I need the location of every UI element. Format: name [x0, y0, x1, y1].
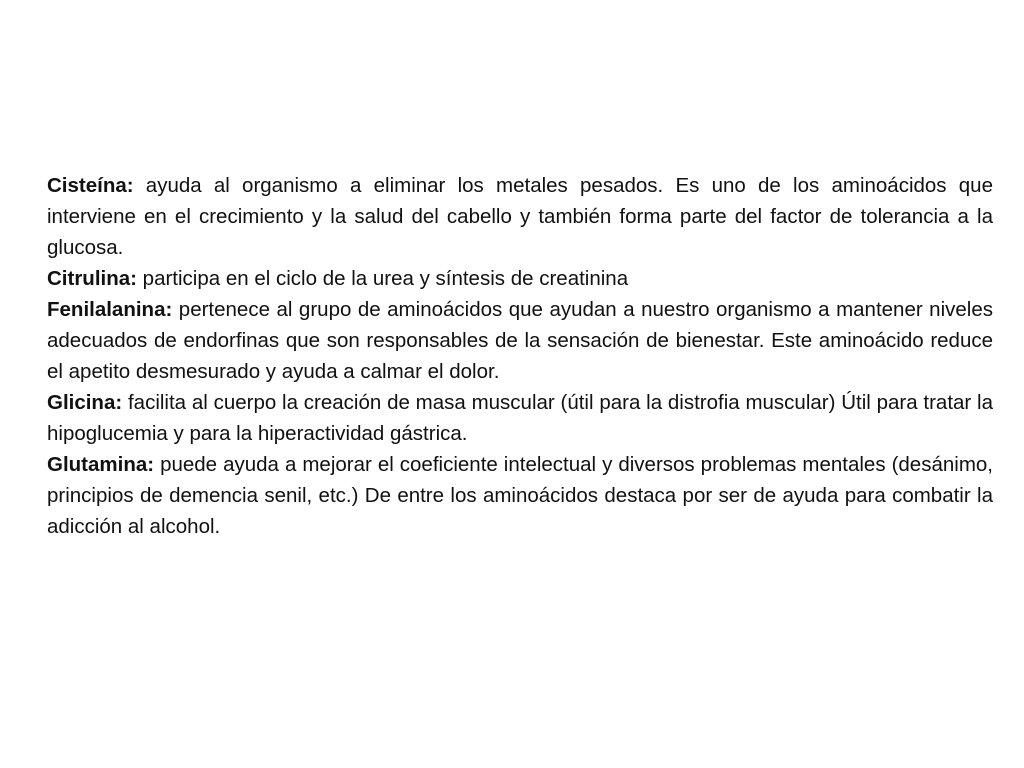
description-glicina: facilita al cuerpo la creación de masa muscular (útil para la distrofia muscular) Útil para tratar la hipoglucemia y para la hiperactividad gástrica. [47, 391, 993, 445]
term-glutamina: Glutamina: [47, 453, 155, 476]
text-body [47, 170, 993, 542]
description-cisteina: ayuda al organismo a eliminar los metales pesados. Es uno de los aminoácidos que interviene en el crecimiento y la salud del cabello y también forma parte del factor de tolerancia a la glucosa. [47, 174, 993, 259]
paragraph-glutamina [47, 449, 993, 542]
description-fenilalanina: pertenece al grupo de aminoácidos que ayudan a nuestro organismo a mantener niveles adecuados de endorfinas que son responsables de la sensación de bienestar. Este aminoácido reduce el apetito desmesurado y ayuda a calmar el dolor. [47, 298, 993, 383]
description-citrulina: participa en el ciclo de la urea y síntesis de creatinina [136, 267, 629, 290]
term-citrulina: Citrulina: [47, 267, 137, 290]
paragraph-fenilalanina [47, 294, 993, 387]
paragraph-glicina [47, 387, 993, 449]
term-glicina: Glicina: [47, 391, 123, 414]
description-glutamina: puede ayuda a mejorar el coeficiente intelectual y diversos problemas mentales (desánimo, principios de demencia senil, etc.) De entre los aminoácidos destaca por ser de ayuda para combatir la adicción al alcohol. [47, 453, 993, 538]
term-fenilalanina: Fenilalanina: [47, 298, 173, 321]
paragraph-cisteina [47, 170, 993, 263]
paragraph-citrulina [47, 263, 993, 294]
term-cisteina: Cisteína: [47, 174, 134, 197]
